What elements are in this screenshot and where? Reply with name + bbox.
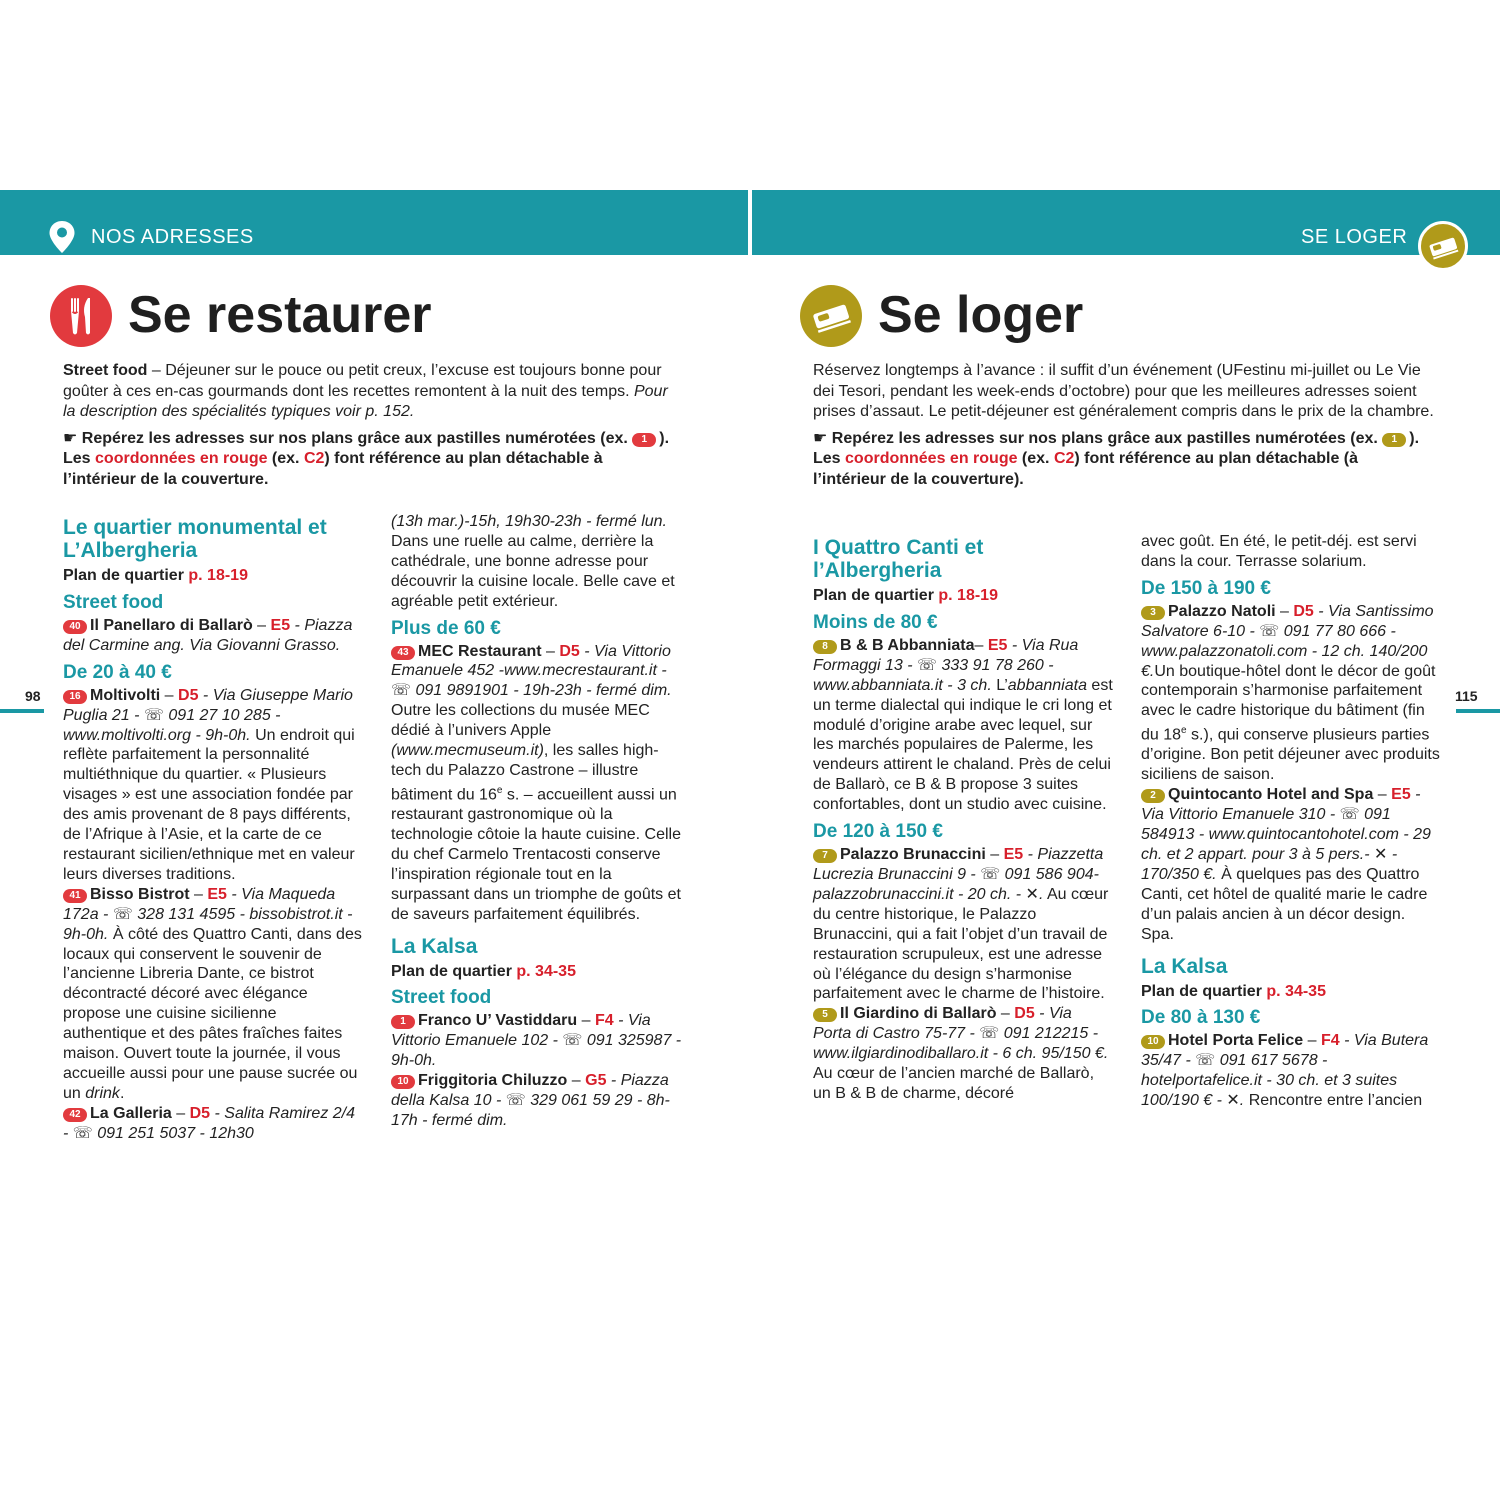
list-item: 7 Palazzo Brunaccini – E5 - Piazzetta Lucrezia Brunaccini 9 - ☏ 091 586 904- palazzobrunaccini.it - 20 ch. - ✕. Au cœur du centre historique, le Palazzo Brunaccini, qui a fait l’objet d’un travail de restauration scrupuleux, est une adresse où l’élégance du design s’harmonise parfaitement avec le charme de l’histoire. bbox=[813, 846, 1109, 1003]
list-item: 16 Moltivolti – D5 - Via Giuseppe Mario Puglia 21 - ☏ 091 27 10 285 - www.moltivolti.org - 9h-0h. Un endroit qui reflète parfaitement la personnalité multiéthnique du quartier. « Plusieurs visages » est une association fondée par des amis provenant de 8 pays différents, de l’Afrique à l’Asie, et la carte de ce restaurant sicilien/ethnique met en valeur leurs diverses traditions. bbox=[63, 686, 355, 883]
list-item: 40 Il Panellaro di Ballarò – E5 - Piazza del Carmine ang. Via Giovanni Grasso. bbox=[63, 616, 353, 654]
left-column-2 bbox=[391, 512, 687, 1131]
list-item: 10 Friggitoria Chiluzzo – G5 - Piazza della Kalsa 10 - ☏ 329 061 59 29 - 8h-17h - fermé dim. bbox=[391, 1072, 670, 1129]
district-heading: I Quattro Canti et l’Albergheria bbox=[813, 536, 984, 582]
price-heading: De 80 à 130 € bbox=[1141, 1007, 1261, 1029]
plan-reference: Plan de quartier p. 34-35 bbox=[391, 962, 576, 980]
page-title-restaurer: Se restaurer bbox=[128, 286, 432, 344]
list-item: 43 MEC Restaurant – D5 - Via Vittorio Emanuele 452 -www.mecrestaurant.it - ☏ 091 9891901 - 19h-23h - fermé dim. Outre les collections du musée MEC dédié à l’univers Apple (www.mecmuseum.it), les salles high-tech du Palazzo Castrone – illustre bâtiment du 16e s. – accueillent aussi un restaurant gastronomique où la technologie côtoie la haute cuisine. Celle du chef Carmelo Trentacosti conserve l’inspiration régionale tout en la surpassant dans un triomphe de goûts et de saveurs parfaitement équilibrés. bbox=[391, 642, 681, 923]
left-intro bbox=[63, 361, 673, 496]
map-note: ☛ Repérez les adresses sur nos plans grâce aux pastilles numérotées (ex. 1 ). Les coordonnées en rouge (ex. C2) font référence au plan détachable (à l’intérieur de la couverture). bbox=[813, 429, 1420, 488]
intro-paragraph: Street food – Déjeuner sur le pouce ou petit creux, l’excuse est toujours bonne pour goûter à ces en-cas gourmands dont les recettes remontent à la nuit des temps. Pour la description des spécialités typiques voir p. 152. bbox=[63, 362, 668, 420]
price-heading: De 150 à 190 € bbox=[1141, 577, 1271, 599]
fork-knife-icon bbox=[50, 285, 112, 347]
map-note: ☛ Repérez les adresses sur nos plans grâce aux pastilles numérotées (ex. 1 ). Les coordonnées en rouge (ex. C2) font référence au plan détachable à l’intérieur de la couverture. bbox=[63, 429, 670, 488]
district-heading: Le quartier monumental et L’Albergheria bbox=[63, 516, 327, 562]
list-item: 8 B & B Abbanniata– E5 - Via Rua Formaggi 13 - ☏ 333 91 78 260 - www.abbanniata.it - 3 ch. L’abbanniata est un terme dialectal qui indique le cri long et modulé d’origine arabe avec lequel, sur les marchés populaires de Palerme, les vendeurs attirent le chaland. Près de celui de Ballarò, ce B & B propose 3 suites confortables, dont un studio avec cuisine. bbox=[813, 636, 1113, 814]
category-heading: Street food bbox=[391, 987, 492, 1009]
list-item: 1 Franco U’ Vastiddaru – F4 - Via Vittorio Emanuele 102 - ☏ 091 325987 - 9h-0h. bbox=[391, 1012, 682, 1070]
plan-reference: Plan de quartier p. 18-19 bbox=[813, 587, 998, 604]
map-reference-icon: ☛ bbox=[813, 429, 832, 447]
list-item-continued: avec goût. En été, le petit-déj. est servi dans la cour. Terrasse solarium. bbox=[1141, 533, 1417, 570]
price-heading: Plus de 60 € bbox=[391, 617, 501, 639]
example-badge: 1 bbox=[1382, 433, 1406, 447]
right-section-label: SE LOGER bbox=[1301, 226, 1408, 248]
list-item-continued: (13h mar.)-15h, 19h30-23h - fermé lun. Dans une ruelle au calme, derrière la cathédrale, une bonne adresse pour découvrir la cuisine locale. Belle cave et agréable petit extérieur. bbox=[391, 513, 675, 610]
district-heading: La Kalsa bbox=[391, 934, 478, 958]
left-column-1 bbox=[63, 512, 363, 1144]
list-item: 2 Quintocanto Hotel and Spa – E5 - Via Vittorio Emanuele 310 - ☏ 091 584913 - www.quintocantohotel.com - 29 ch. et 2 appart. pour 3 à 5 pers.- ✕ - 170/350 €. À quelques pas des Quattro Canti, cet hôtel de qualité marie le cadre d’un palais ancien à un décor design. Spa. bbox=[1141, 786, 1431, 943]
list-item: 42 La Galleria – D5 - Salita Ramirez 2/4 - ☏ 091 251 5037 - 12h30 bbox=[63, 1104, 356, 1142]
bed-title-icon bbox=[800, 285, 862, 347]
example-badge: 1 bbox=[632, 433, 656, 447]
bed-icon bbox=[1418, 221, 1468, 271]
district-heading: La Kalsa bbox=[1141, 954, 1228, 978]
list-item: 41 Bisso Bistrot – E5 - Via Maqueda 172a - ☏ 328 131 4595 - bissobistrot.it - 9h-0h. À côté des Quattro Canti, dans des locaux qui conservent le souvenir de l’ancienne Libreria Dante, ce bistrot décontracté décoré avec élégance propose une cuisine sicilienne authentique et des pâtes fraîches faites maison. Ouvert toute la journée, il vous accueille aussi pour une pause sucrée ou un drink. bbox=[63, 885, 362, 1102]
map-reference-icon: ☛ bbox=[63, 429, 82, 447]
intro-paragraph: Réservez longtemps à l’avance : il suffit d’un événement (UFestinu mi-juillet ou Le Vie dei Tesori, pendant les week-ends d’octobre) pour que les meilleures adresses soient prises d’assaut. Le petit-déjeuner est généralement compris dans le prix de la chambre. bbox=[813, 362, 1434, 420]
page-tick-right bbox=[1456, 709, 1500, 713]
page-title-loger: Se loger bbox=[878, 286, 1084, 344]
price-heading: De 20 à 40 € bbox=[63, 661, 172, 683]
plan-reference: Plan de quartier p. 18-19 bbox=[63, 567, 248, 584]
left-section-label: NOS ADRESSES bbox=[91, 226, 254, 248]
page-number-left: 98 bbox=[25, 688, 41, 704]
list-item: 3 Palazzo Natoli – D5 - Via Santissimo Salvatore 6-10 - ☏ 091 77 80 666 - www.palazzonatoli.com - 12 ch. 140/200 €.Un boutique-hôtel dont le décor de goût contemporain s’harmonise parfaitement avec le cadre historique du bâtiment (fin du 18e s.), qui conserve plusieurs parties d’origine. Bon petit déjeuner avec produits siciliens de saison. bbox=[1141, 602, 1440, 784]
price-heading: Moins de 80 € bbox=[813, 611, 938, 633]
page-number-right: 115 bbox=[1455, 688, 1478, 704]
price-heading: De 120 à 150 € bbox=[813, 821, 943, 843]
right-intro bbox=[813, 361, 1435, 496]
list-item: 5 Il Giardino di Ballarò – D5 - Via Porta di Castro 75-77 - ☏ 091 212215 - www.ilgiardinodiballaro.it - 6 ch. 95/150 €. Au cœur de l’ancien marché de Ballarò, un B & B de charme, décoré bbox=[813, 1005, 1109, 1102]
plan-reference: Plan de quartier p. 34-35 bbox=[1141, 982, 1326, 1000]
page-tick-left bbox=[0, 709, 44, 713]
category-heading: Street food bbox=[63, 591, 164, 613]
location-pin-icon bbox=[48, 220, 76, 254]
right-column-1 bbox=[813, 532, 1113, 1104]
list-item: 10 Hotel Porta Felice – F4 - Via Butera 35/47 - ☏ 091 617 5678 - hotelportafelice.it - 30 ch. et 3 suites 100/190 € - ✕. Rencontre entre l’ancien bbox=[1141, 1032, 1429, 1110]
right-column-2 bbox=[1141, 532, 1441, 1111]
